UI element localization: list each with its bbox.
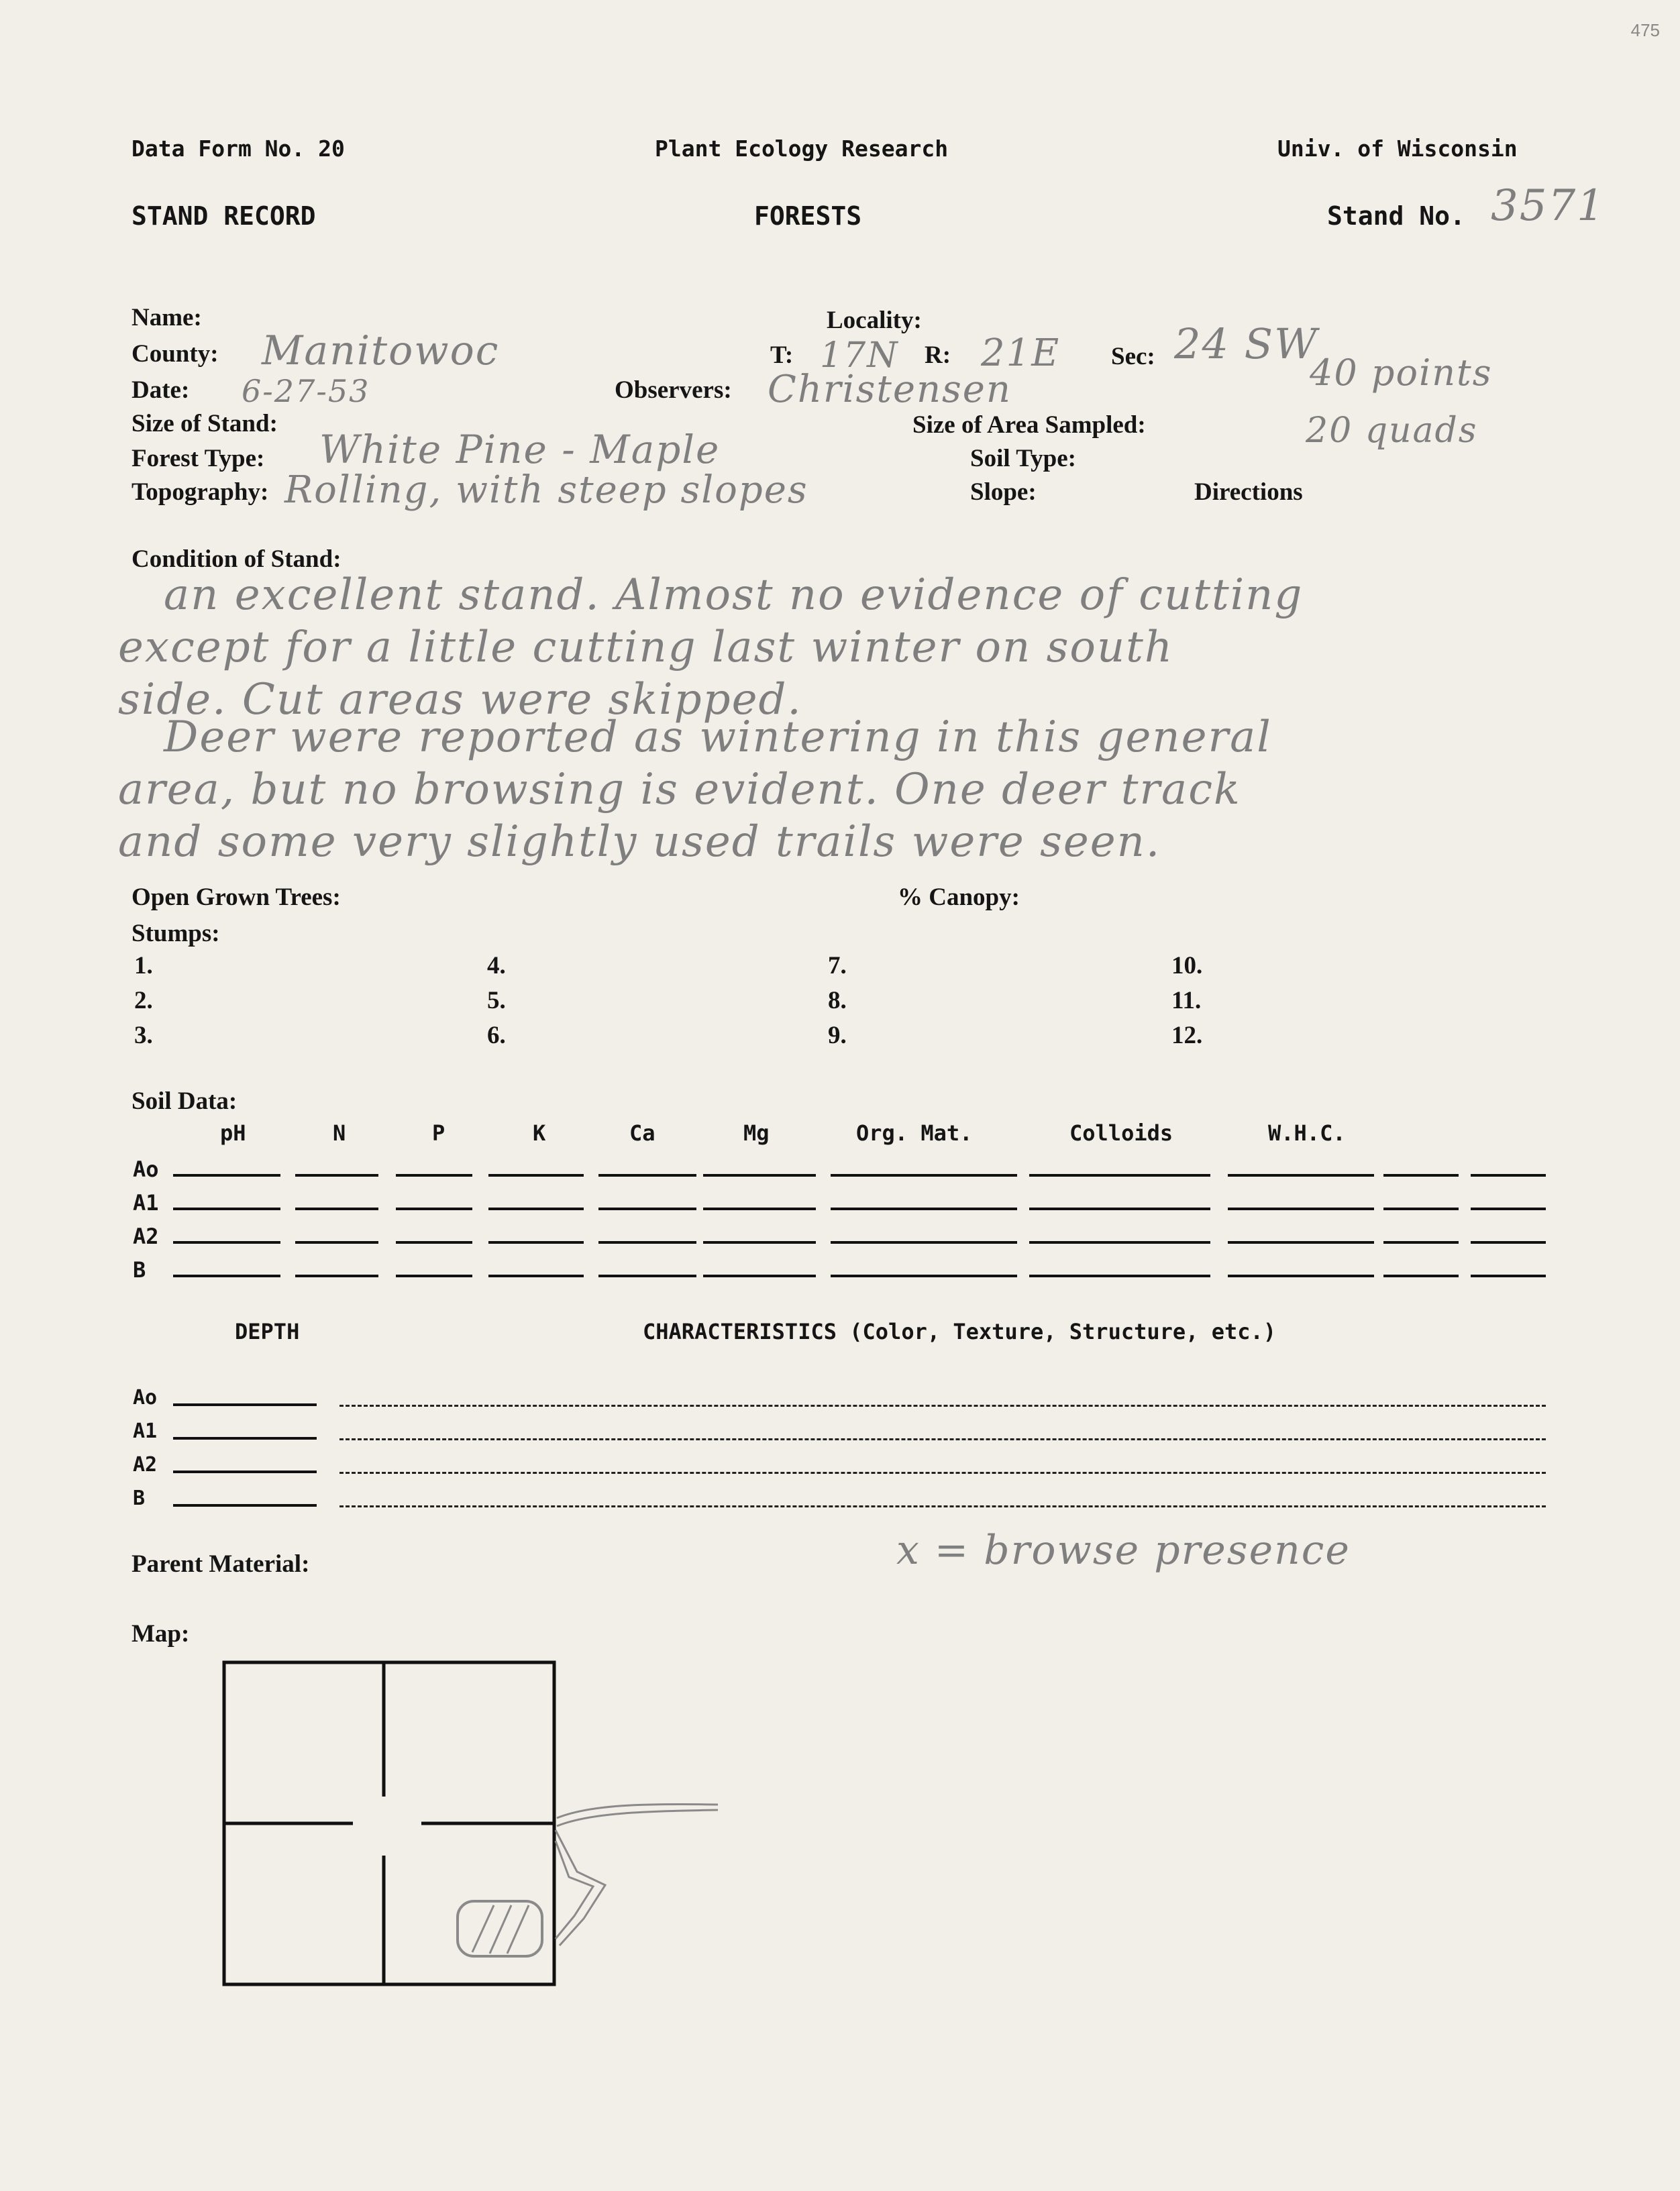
- soil-col-p: P: [432, 1120, 445, 1146]
- stump-number: 1.: [134, 952, 153, 979]
- road-line: [557, 1810, 718, 1826]
- soil-col-org-mat: Org. Mat.: [856, 1120, 973, 1146]
- stump-number: 2.: [134, 987, 153, 1014]
- map-label: Map:: [132, 1620, 190, 1648]
- name-label: Name:: [132, 304, 202, 331]
- browse-hatching: [472, 1905, 529, 1954]
- sec-label: Sec:: [1111, 343, 1155, 370]
- soil-col-ca: Ca: [629, 1120, 655, 1146]
- stump-number: 11.: [1171, 987, 1202, 1014]
- t-label: T:: [770, 341, 794, 369]
- sec-value: 24 SW: [1174, 319, 1318, 368]
- corner-pencil-mark: 475: [1630, 20, 1660, 40]
- condition-line-5: area, but no browsing is evident. One deer track: [118, 765, 1241, 814]
- soil-col-ph: pH: [220, 1120, 246, 1146]
- condition-label: Condition of Stand:: [132, 545, 342, 573]
- size-of-stand-label: Size of Stand:: [132, 410, 278, 437]
- browse-note: x = browse presence: [896, 1527, 1351, 1574]
- area-sampled-value-2: 20 quads: [1306, 411, 1478, 451]
- condition-line-2: except for a little cutting last winter on south: [118, 623, 1174, 672]
- parent-material-label: Parent Material:: [132, 1550, 310, 1578]
- canopy-label: % Canopy:: [898, 884, 1020, 911]
- stump-number: 10.: [1171, 952, 1203, 979]
- category-title: FORESTS: [754, 201, 862, 231]
- stream-line: [556, 1841, 593, 1939]
- locality-label: Locality:: [827, 307, 922, 334]
- soil-horizon-label: A1: [133, 1190, 159, 1216]
- stump-number: 7.: [828, 952, 847, 979]
- program-name: Plant Ecology Research: [655, 136, 949, 162]
- observers-label: Observers:: [615, 376, 732, 404]
- date-label: Date:: [132, 376, 190, 404]
- stump-number: 12.: [1171, 1022, 1203, 1049]
- depth-horizon-label: A2: [133, 1453, 158, 1477]
- t-value: 17N: [820, 335, 899, 376]
- record-title: STAND RECORD: [132, 201, 316, 231]
- stump-number: 3.: [134, 1022, 153, 1049]
- condition-line-6: and some very slightly used trails were seen.: [118, 817, 1161, 867]
- soil-horizon-label: B: [133, 1257, 146, 1283]
- condition-line-1: an excellent stand. Almost no evidence of cutting: [164, 570, 1304, 620]
- stump-number: 6.: [487, 1022, 506, 1049]
- soil-col-colloids: Colloids: [1069, 1120, 1173, 1146]
- topography-value: Rolling, with steep slopes: [284, 468, 808, 512]
- size-of-area-label: Size of Area Sampled:: [912, 411, 1146, 439]
- depth-horizon-label: Ao: [133, 1386, 158, 1409]
- form-number: Data Form No. 20: [132, 136, 345, 162]
- directions-label: Directions: [1194, 478, 1303, 506]
- stand-no-label: Stand No.: [1327, 201, 1465, 231]
- depth-label: DEPTH: [235, 1319, 300, 1344]
- stump-number: 8.: [828, 987, 847, 1014]
- soil-col-whc: W.H.C.: [1268, 1120, 1346, 1146]
- area-sampled-value-1: 40 points: [1310, 352, 1493, 394]
- institution: Univ. of Wisconsin: [1277, 136, 1518, 162]
- r-label: R:: [925, 341, 951, 369]
- condition-line-3: side. Cut areas were skipped.: [118, 675, 802, 725]
- depth-horizon-label: B: [133, 1487, 146, 1510]
- county-value: Manitowoc: [262, 327, 500, 374]
- soil-col-mg: Mg: [743, 1120, 770, 1146]
- date-value: 6-27-53: [242, 373, 370, 409]
- characteristics-label: CHARACTERISTICS (Color, Texture, Structure, etc.): [643, 1319, 1277, 1344]
- stump-number: 9.: [828, 1022, 847, 1049]
- stand-no-value: 3571: [1491, 181, 1606, 231]
- soil-col-n: N: [333, 1120, 346, 1146]
- r-value: 21E: [981, 331, 1061, 375]
- soil-horizon-label: A2: [133, 1224, 159, 1249]
- observers-value: Christensen: [768, 368, 1012, 411]
- topography-label: Topography:: [132, 478, 269, 506]
- slope-label: Slope:: [970, 478, 1037, 506]
- forest-type-value: White Pine - Maple: [319, 427, 721, 472]
- soil-type-label: Soil Type:: [970, 445, 1076, 472]
- forest-type-label: Forest Type:: [132, 445, 265, 472]
- condition-line-4: Deer were reported as wintering in this general: [164, 712, 1272, 762]
- soil-horizon-label: Ao: [133, 1157, 159, 1182]
- soil-col-k: K: [533, 1120, 546, 1146]
- map-grid: [224, 1662, 554, 1984]
- open-grown-trees-label: Open Grown Trees:: [132, 884, 341, 911]
- map-pencil-features: [458, 1804, 718, 1956]
- depth-horizon-label: A1: [133, 1420, 158, 1443]
- stump-number: 4.: [487, 952, 506, 979]
- soil-data-label: Soil Data:: [132, 1087, 238, 1115]
- county-label: County:: [132, 340, 219, 368]
- stump-number: 5.: [487, 987, 506, 1014]
- stumps-label: Stumps:: [132, 920, 220, 947]
